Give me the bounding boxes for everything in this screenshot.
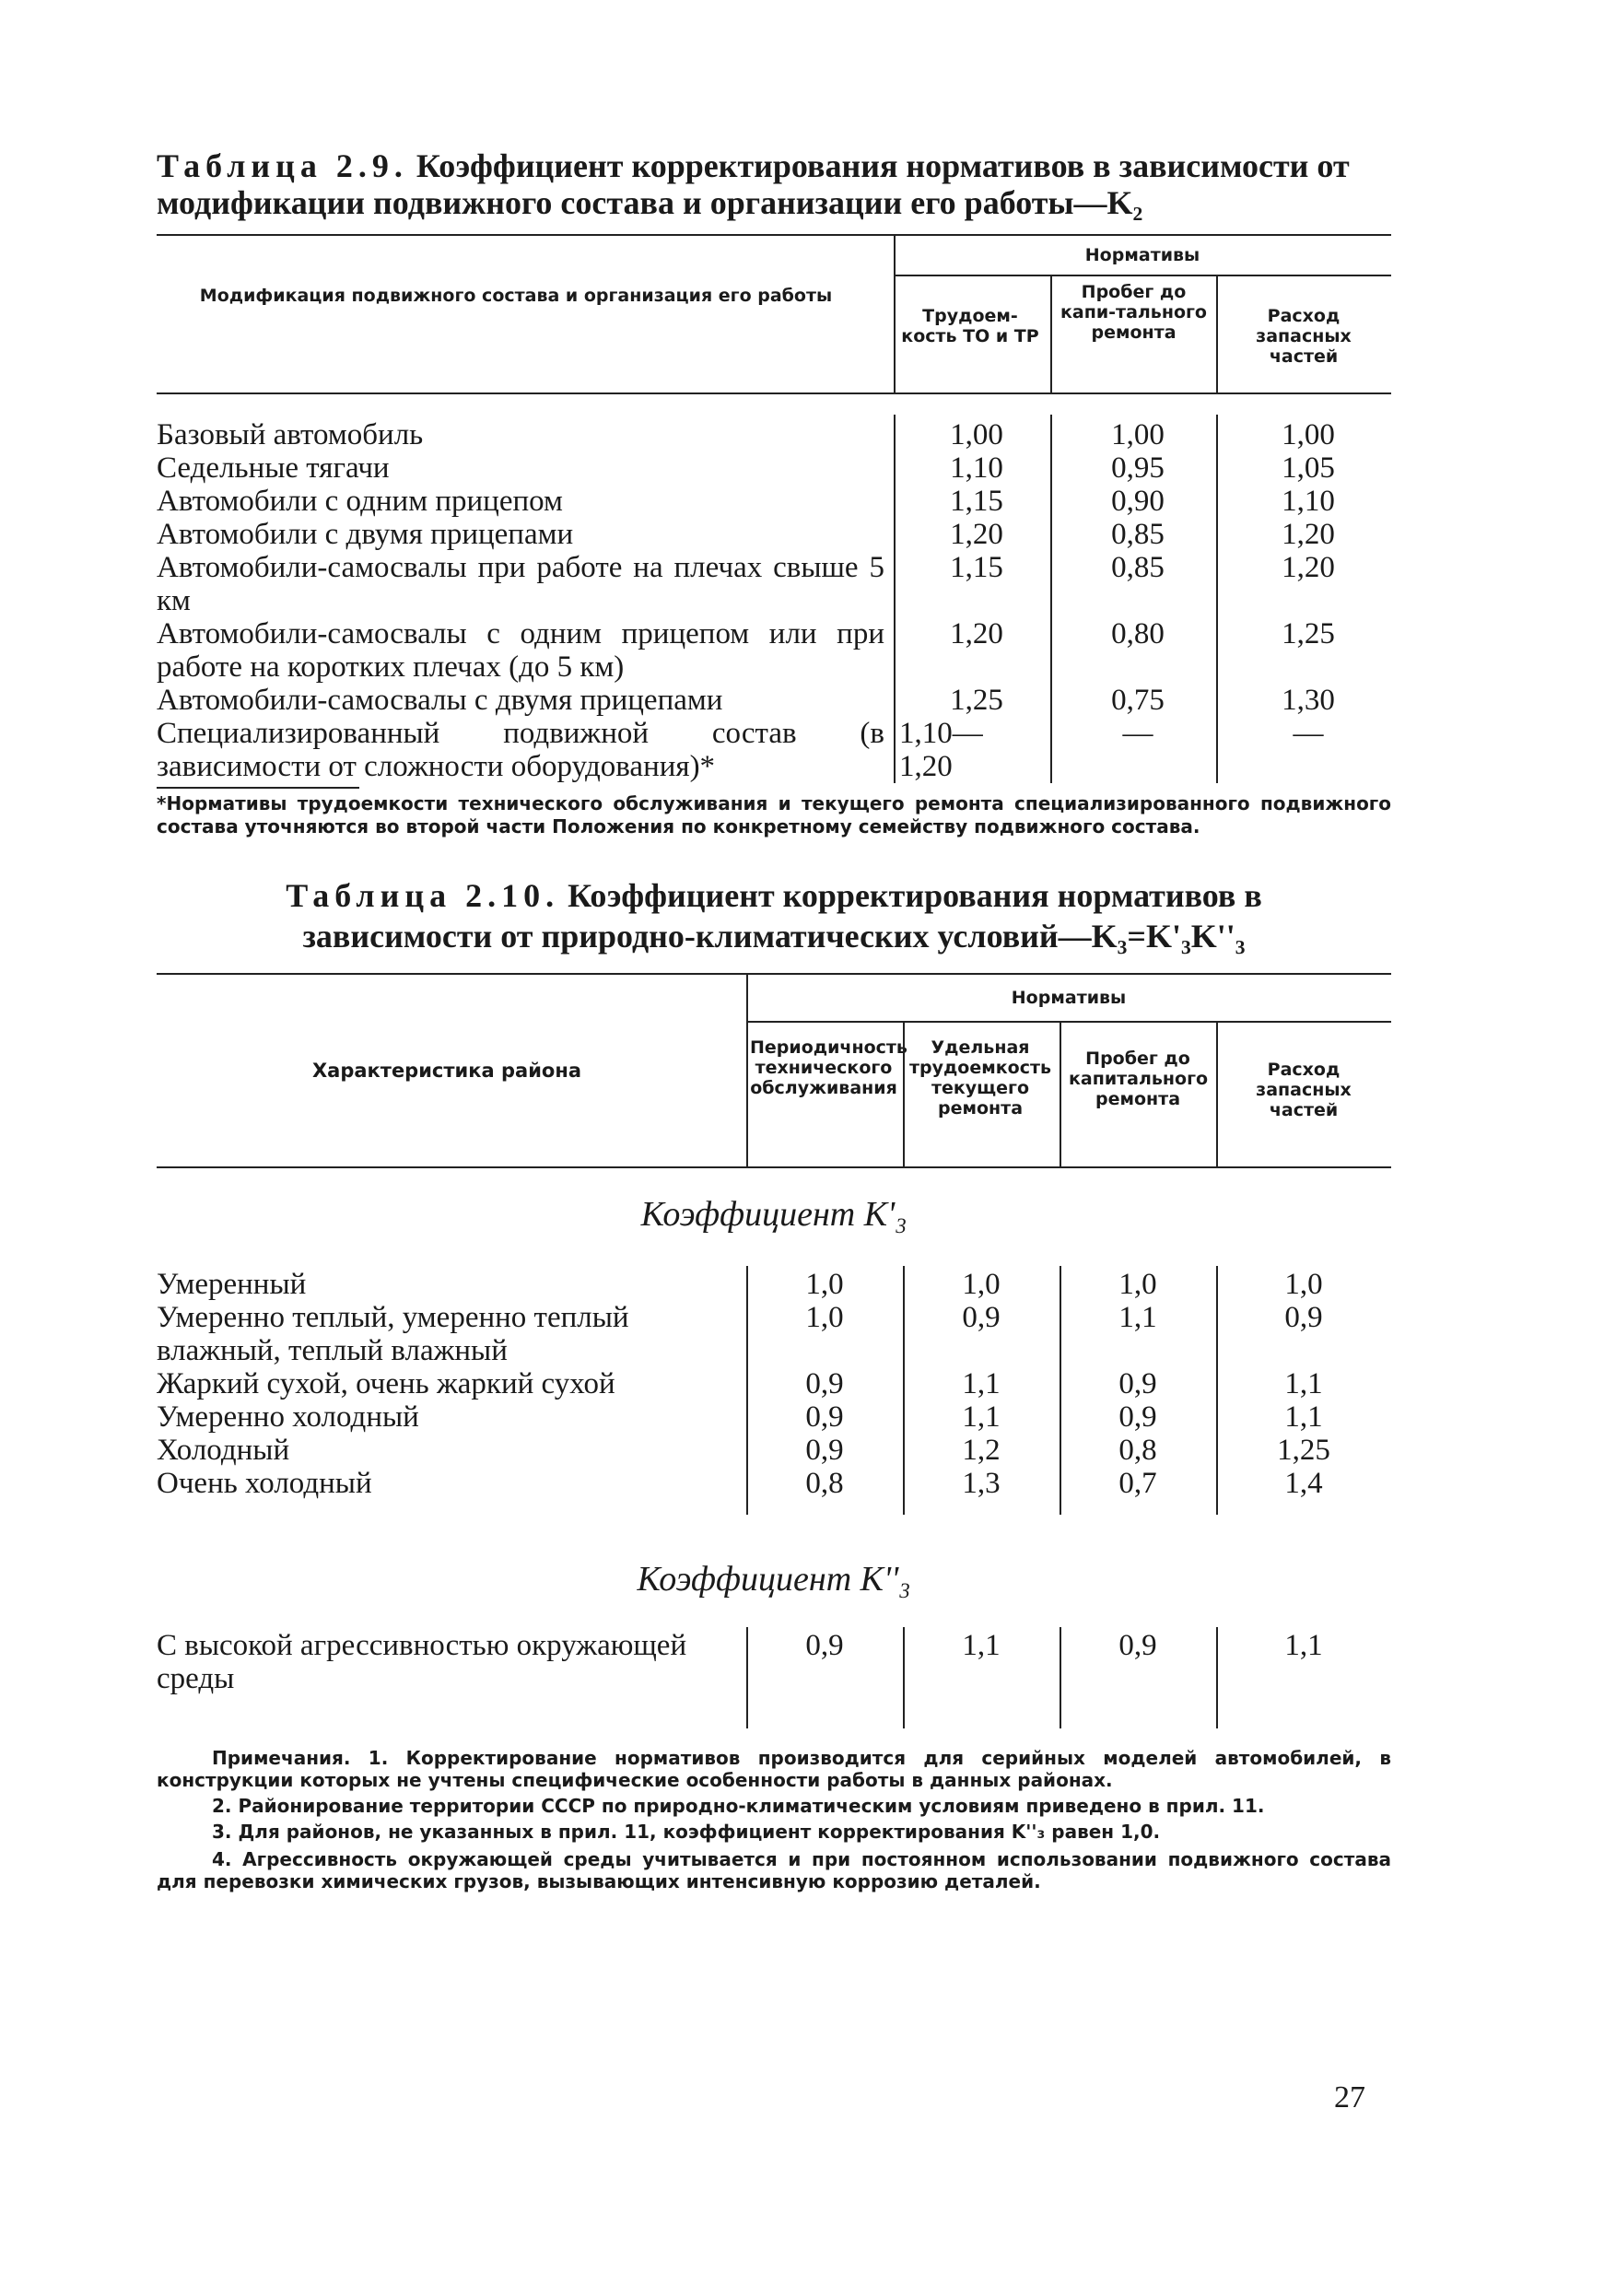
table1-r0-c1: 1,00 — [1111, 418, 1165, 451]
table2-s1-r4-c3: 1,25 — [1277, 1434, 1330, 1467]
table1-r2-c0: 1,15 — [950, 485, 1003, 518]
table1-r3-c1: 0,85 — [1111, 518, 1165, 551]
table1-title — [157, 147, 1391, 221]
page-number: 27 — [1334, 2080, 1365, 2114]
table2-section2-title: Коэффициент K''₃ — [637, 1560, 911, 1599]
table2-s2-row-0: С высокой агрессивностью окружающей среды — [157, 1629, 687, 1695]
table2-s1-r3-c0: 0,9 — [805, 1400, 844, 1434]
table2-s1-r5-c3: 1,4 — [1284, 1467, 1323, 1500]
table1-r6-c2: 1,30 — [1282, 684, 1335, 717]
table2-s1-row-1: Умеренно теплый, умеренно теплый влажный, теплый влажный — [157, 1301, 629, 1367]
table2-title — [157, 875, 1391, 956]
table1-r4-c0: 1,15 — [950, 551, 1003, 584]
table1-r0-c2: 1,00 — [1282, 418, 1335, 451]
table2-s1-r3-c3: 1,1 — [1284, 1400, 1323, 1434]
table1-row-7: Специализированный подвижной состав (в зависимости от сложности оборудования)* — [157, 717, 884, 783]
note-1: Примечания. 1. Корректирование нормативов производится для серийных моделей автомобилей, в конструкции которых не учтены специфические особенности работы в данных районах. — [157, 1747, 1391, 1791]
table2 — [157, 973, 1391, 1892]
table2-s1-r5-c0: 0,8 — [805, 1467, 844, 1500]
table2-s1-r4-c0: 0,9 — [805, 1434, 844, 1467]
table1-row-6: Автомобили-самосвалы с двумя прицепами — [157, 684, 723, 717]
table2-row-header: Характеристика района — [311, 1060, 582, 1082]
table1-r5-c1: 0,80 — [1111, 617, 1165, 650]
document-page — [157, 147, 1391, 1892]
table2-s1-r4-c1: 1,2 — [962, 1434, 1001, 1467]
table2-s1-r1-c3: 0,9 — [1284, 1301, 1323, 1334]
table1-col-0: Трудоем-кость ТО и ТР — [901, 306, 1039, 346]
table2-col-0: Периодичность технического обслуживания — [750, 1037, 907, 1098]
table2-s1-r0-c3: 1,0 — [1284, 1268, 1323, 1301]
table2-s1-r2-c1: 1,1 — [962, 1367, 1001, 1400]
table2-s1-r5-c2: 0,7 — [1118, 1467, 1157, 1500]
table2-s1-row-2: Жаркий сухой, очень жаркий сухой — [157, 1367, 615, 1400]
table1-r4-c2: 1,20 — [1282, 551, 1335, 584]
table2-label: Таблица 2.10. — [286, 877, 560, 914]
table1-r4-c1: 0,85 — [1111, 551, 1165, 584]
notes — [157, 1747, 1391, 1892]
table2-s1-r3-c1: 1,1 — [962, 1400, 1001, 1434]
table2-s2-r0-c0: 0,9 — [805, 1629, 844, 1662]
table1-r7-c2: — — [1293, 717, 1324, 750]
table2-s1-r5-c1: 1,3 — [962, 1467, 1001, 1500]
table1-r6-c1: 0,75 — [1111, 684, 1165, 717]
table1-r5-c0: 1,20 — [950, 617, 1003, 650]
table1-r3-c0: 1,20 — [950, 518, 1003, 551]
table2-s2-r0-c2: 0,9 — [1118, 1629, 1157, 1662]
table2-col-3: Расход запасных частей — [1256, 1060, 1352, 1120]
table2-section1-title: Коэффициент K'₃ — [640, 1195, 907, 1234]
table2-s1-r2-c2: 0,9 — [1118, 1367, 1157, 1400]
table2-s1-r1-c1: 0,9 — [962, 1301, 1001, 1334]
table1-row-4: Автомобили-самосвалы при работе на плечах свыше 5 км — [157, 551, 884, 617]
table2-s1-row-5: Очень холодный — [157, 1467, 372, 1500]
table2-s1-row-4: Холодный — [157, 1434, 290, 1467]
table1-label: Таблица 2.9. — [157, 147, 408, 184]
table2-title-line1: Коэффициент корректирования нормативов в — [568, 877, 1262, 914]
table2-s1-r2-c3: 1,1 — [1284, 1367, 1323, 1400]
table1-r1-c0: 1,10 — [950, 451, 1003, 485]
table1-col-group: Нормативы — [1084, 245, 1200, 265]
table1-r2-c2: 1,10 — [1282, 485, 1335, 518]
table2-s1-row-3: Умеренно холодный — [157, 1400, 419, 1434]
table1-r2-c1: 0,90 — [1111, 485, 1165, 518]
table2-s1-r0-c2: 1,0 — [1118, 1268, 1157, 1301]
table1-r7-c0: 1,10—1,20 — [899, 717, 983, 783]
table2-s1-row-0: Умеренный — [157, 1268, 307, 1301]
table2-col-1: Удельная трудоемкость текущего ремонта — [908, 1037, 1052, 1119]
table1-r3-c2: 1,20 — [1282, 518, 1335, 551]
table1-r0-c0: 1,00 — [950, 418, 1003, 451]
table1-row-5: Автомобили-самосвалы с одним прицепом или при работе на коротких плечах (до 5 км) — [157, 617, 884, 684]
table1 — [157, 234, 1391, 787]
table2-s1-r1-c0: 1,0 — [805, 1301, 844, 1334]
table2-s1-r0-c0: 1,0 — [805, 1268, 844, 1301]
table2-s2-r0-c3: 1,1 — [1284, 1629, 1323, 1662]
note-4: 4. Агрессивность окружающей среды учитывается и при постоянном использовании подвижного состава для перевозки химических грузов, вызывающих интенсивную коррозию деталей. — [157, 1848, 1391, 1892]
table1-footnote: *Нормативы трудоемкости технического обслуживания и текущего ремонта специализированного подвижного состава уточняются во второй части Положения по конкретному семейству подвижного состава. — [157, 792, 1391, 838]
table2-s1-r3-c2: 0,9 — [1118, 1400, 1157, 1434]
table2-title-line2: зависимости от природно-климатических условий—K₃=K'₃K''₃ — [302, 918, 1246, 955]
table2-col-group: Нормативы — [1011, 988, 1127, 1008]
table2-col-2: Пробег до капитального ремонта — [1069, 1048, 1209, 1109]
table2-s1-r2-c0: 0,9 — [805, 1367, 844, 1400]
table1-col-2: Расход запасных частей — [1256, 306, 1352, 367]
table1-r1-c1: 0,95 — [1111, 451, 1165, 485]
table1-row-1: Седельные тягачи — [157, 451, 390, 485]
table2-s1-r1-c2: 1,1 — [1118, 1301, 1157, 1334]
table1-r7-c1: — — [1122, 717, 1153, 750]
table1-row-3: Автомобили с двумя прицепами — [157, 518, 574, 551]
table1-col-1: Пробег до капи-тального ремонта — [1060, 282, 1207, 343]
table1-title-text: Коэффициент корректирования нормативов в зависимости от модификации подвижного состава и организации его работы—K₂ — [157, 147, 1350, 221]
table1-row-header: Модификация подвижного состава и организация его работы — [199, 286, 833, 306]
table1-r1-c2: 1,05 — [1282, 451, 1335, 485]
table1-r5-c2: 1,25 — [1282, 617, 1335, 650]
table2-s1-r0-c1: 1,0 — [962, 1268, 1001, 1301]
table1-row-2: Автомобили с одним прицепом — [157, 485, 563, 518]
table2-s1-r4-c2: 0,8 — [1118, 1434, 1157, 1467]
note-2: 2. Районирование территории СССР по природно-климатическим условиям приведено в прил. 11. — [212, 1795, 1265, 1817]
table1-row-0: Базовый автомобиль — [157, 418, 424, 451]
note-3: 3. Для районов, не указанных в прил. 11, коэффициент корректирования K''₃ равен 1,0. — [212, 1821, 1161, 1843]
table2-s2-r0-c1: 1,1 — [962, 1629, 1001, 1662]
table1-r6-c0: 1,25 — [950, 684, 1003, 717]
